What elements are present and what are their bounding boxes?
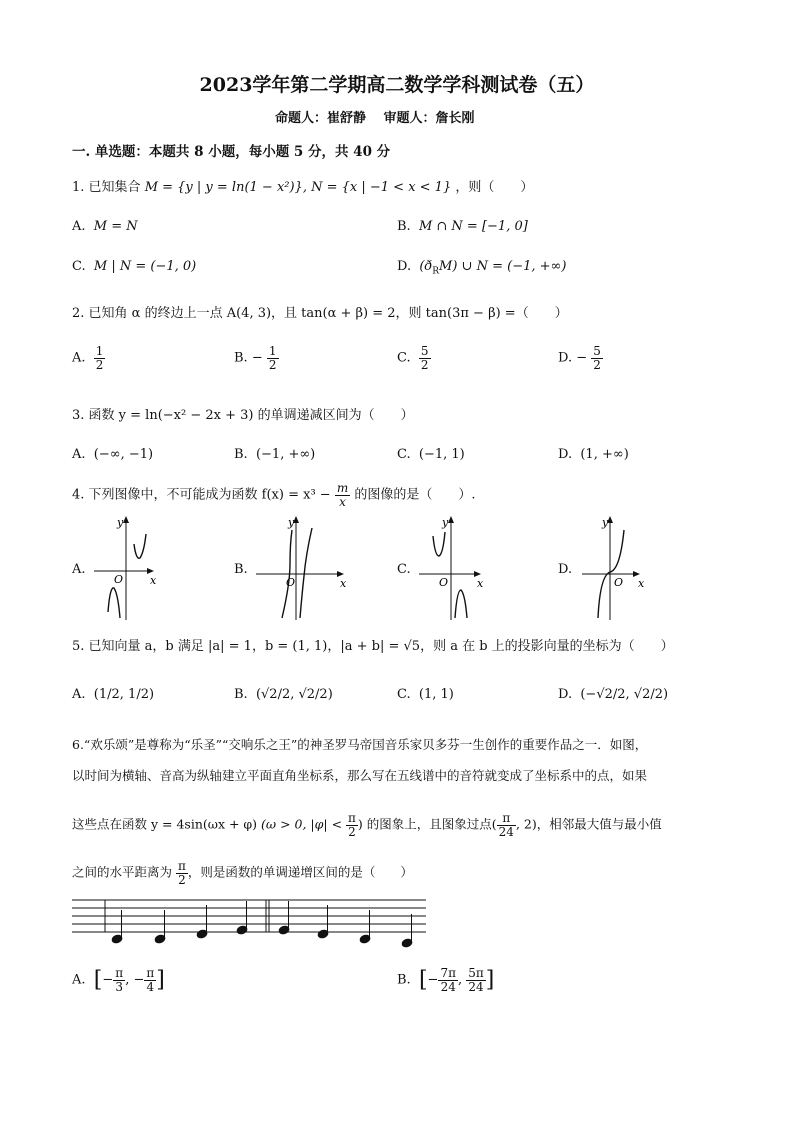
q6-line-4: 之间的水平距离为 $\frac{\pi}{2}$ ，则是函数的单调递增区间的是（ ） (72, 859, 413, 887)
q4-graph-b (252, 514, 352, 622)
curve-right (300, 528, 312, 618)
curve-upper (433, 532, 445, 556)
q1-option-d: D. $(ð_RM)$ ∪ N = (−1, +∞) (397, 259, 567, 277)
q6-line-2: 以时间为横轴、音高为纵轴建立平面直角坐标系，那么写在五线谱中的音符就变成了坐标系中的点，如果 (72, 768, 648, 783)
q1-option-b: B. M ∩ N = [−1, 0] (397, 219, 528, 234)
q4-graph-d (578, 514, 658, 622)
q1-stem: 1. 已知集合 M = {y | y = ln(1 − x²)}, N = {x | −1 < x < 1} ，则（ ） (72, 180, 534, 195)
q6-option-a: A. [− $\frac{\pi}{3}$ , − $\frac{\pi}{4}$ ] (72, 966, 165, 994)
axis-x-label: x (150, 574, 157, 587)
q2-option-c: C. $\frac{5}{2}$ (397, 344, 429, 372)
q1-option-c: C. M | N = (−1, 0) (72, 259, 197, 274)
q3-option-c: C. (−1, 1) (397, 447, 465, 462)
q6-line-1: 6.“欢乐颂”是尊称为“乐圣”“交响乐之王”的神圣罗马帝国音乐家贝多芬一生创作的重要作品之一．如图， (72, 737, 648, 752)
q5-option-d: D. (−√2/2, √2/2) (558, 687, 669, 702)
axis-y-label: y (442, 516, 449, 529)
q5-option-a: A. (1/2, 1/2) (72, 687, 155, 702)
q2-stem: 2. 已知角 α 的终边上一点 A(4, 3)，且 tan(α + β) = 2，则 tan(3π − β) =（ ） (72, 306, 568, 321)
axis-x-label: x (477, 577, 484, 590)
q3-option-d: D. (1, +∞) (558, 447, 629, 462)
q4-stem: 4. 下列图像中，不可能成为函数 f(x) = x³ − $\frac{m}{x}$ 的图像的是（ ）. (72, 481, 476, 509)
authors-line: 命题人：崔舒静 审题人：詹长刚 (275, 111, 475, 126)
axis-y-label: y (288, 516, 295, 529)
q5-stem: 5. 已知向量 a，b 满足 |a| = 1，b = (1, 1)，|a + b| = √5，则 a 在 b 上的投影向量的坐标为（ ） (72, 639, 674, 654)
q3-stem: 3. 函数 y = ln(−x² − 2x + 3) 的单调递减区间为（ ） (72, 408, 414, 423)
q3-option-a: A. (−∞, −1) (72, 447, 154, 462)
q5-option-c: C. (1, 1) (397, 687, 454, 702)
q4-option-b-label: B. (234, 562, 248, 577)
q5-option-b: B. (√2/2, √2/2) (234, 687, 333, 702)
curve-lower (455, 590, 467, 618)
q2-option-d: D. − $\frac{5}{2}$ (558, 344, 601, 372)
section-heading: 一. 单选题：本题共 8 小题，每小题 5 分，共 40 分 (72, 144, 391, 160)
music-staff (70, 896, 430, 952)
q4-graph-c (415, 514, 495, 622)
axis-x-label: x (638, 577, 645, 590)
page-title: 2023学年第二学期高二数学学科测试卷（五） (199, 74, 595, 96)
q2-option-b: B. − $\frac{1}{2}$ (234, 344, 277, 372)
curve-upper (134, 534, 146, 558)
q4-option-c-label: C. (397, 562, 411, 577)
curve-lower (108, 588, 120, 618)
q6-option-b: B. [− $\frac{7\pi}{24}$ , $\frac{5\pi}{24}$ ] (397, 966, 495, 994)
q4-option-d-label: D. (558, 562, 573, 577)
q2-option-a: A. $\frac{1}{2}$ (72, 344, 104, 372)
axis-y-label: y (117, 516, 124, 529)
axis-y-label: y (602, 516, 609, 529)
origin-label: O (614, 576, 624, 589)
origin-label: O (286, 576, 296, 589)
q1-option-a: A. M = N (72, 219, 138, 234)
q4-graph-a (90, 514, 170, 622)
q6-line-3: 这些点在函数 y = 4sin(ωx + φ) (ω > 0, |φ| < $\frac{\pi}{2}$ ) 的图象上，且图象过点( $\frac{\pi}{24}$ , 2)，相邻最大值与最小值 (72, 811, 662, 839)
origin-label: O (114, 573, 124, 586)
q4-option-a-label: A. (72, 562, 86, 577)
axis-x-label: x (340, 577, 347, 590)
origin-label: O (439, 576, 449, 589)
q3-option-b: B. (−1, +∞) (234, 447, 316, 462)
